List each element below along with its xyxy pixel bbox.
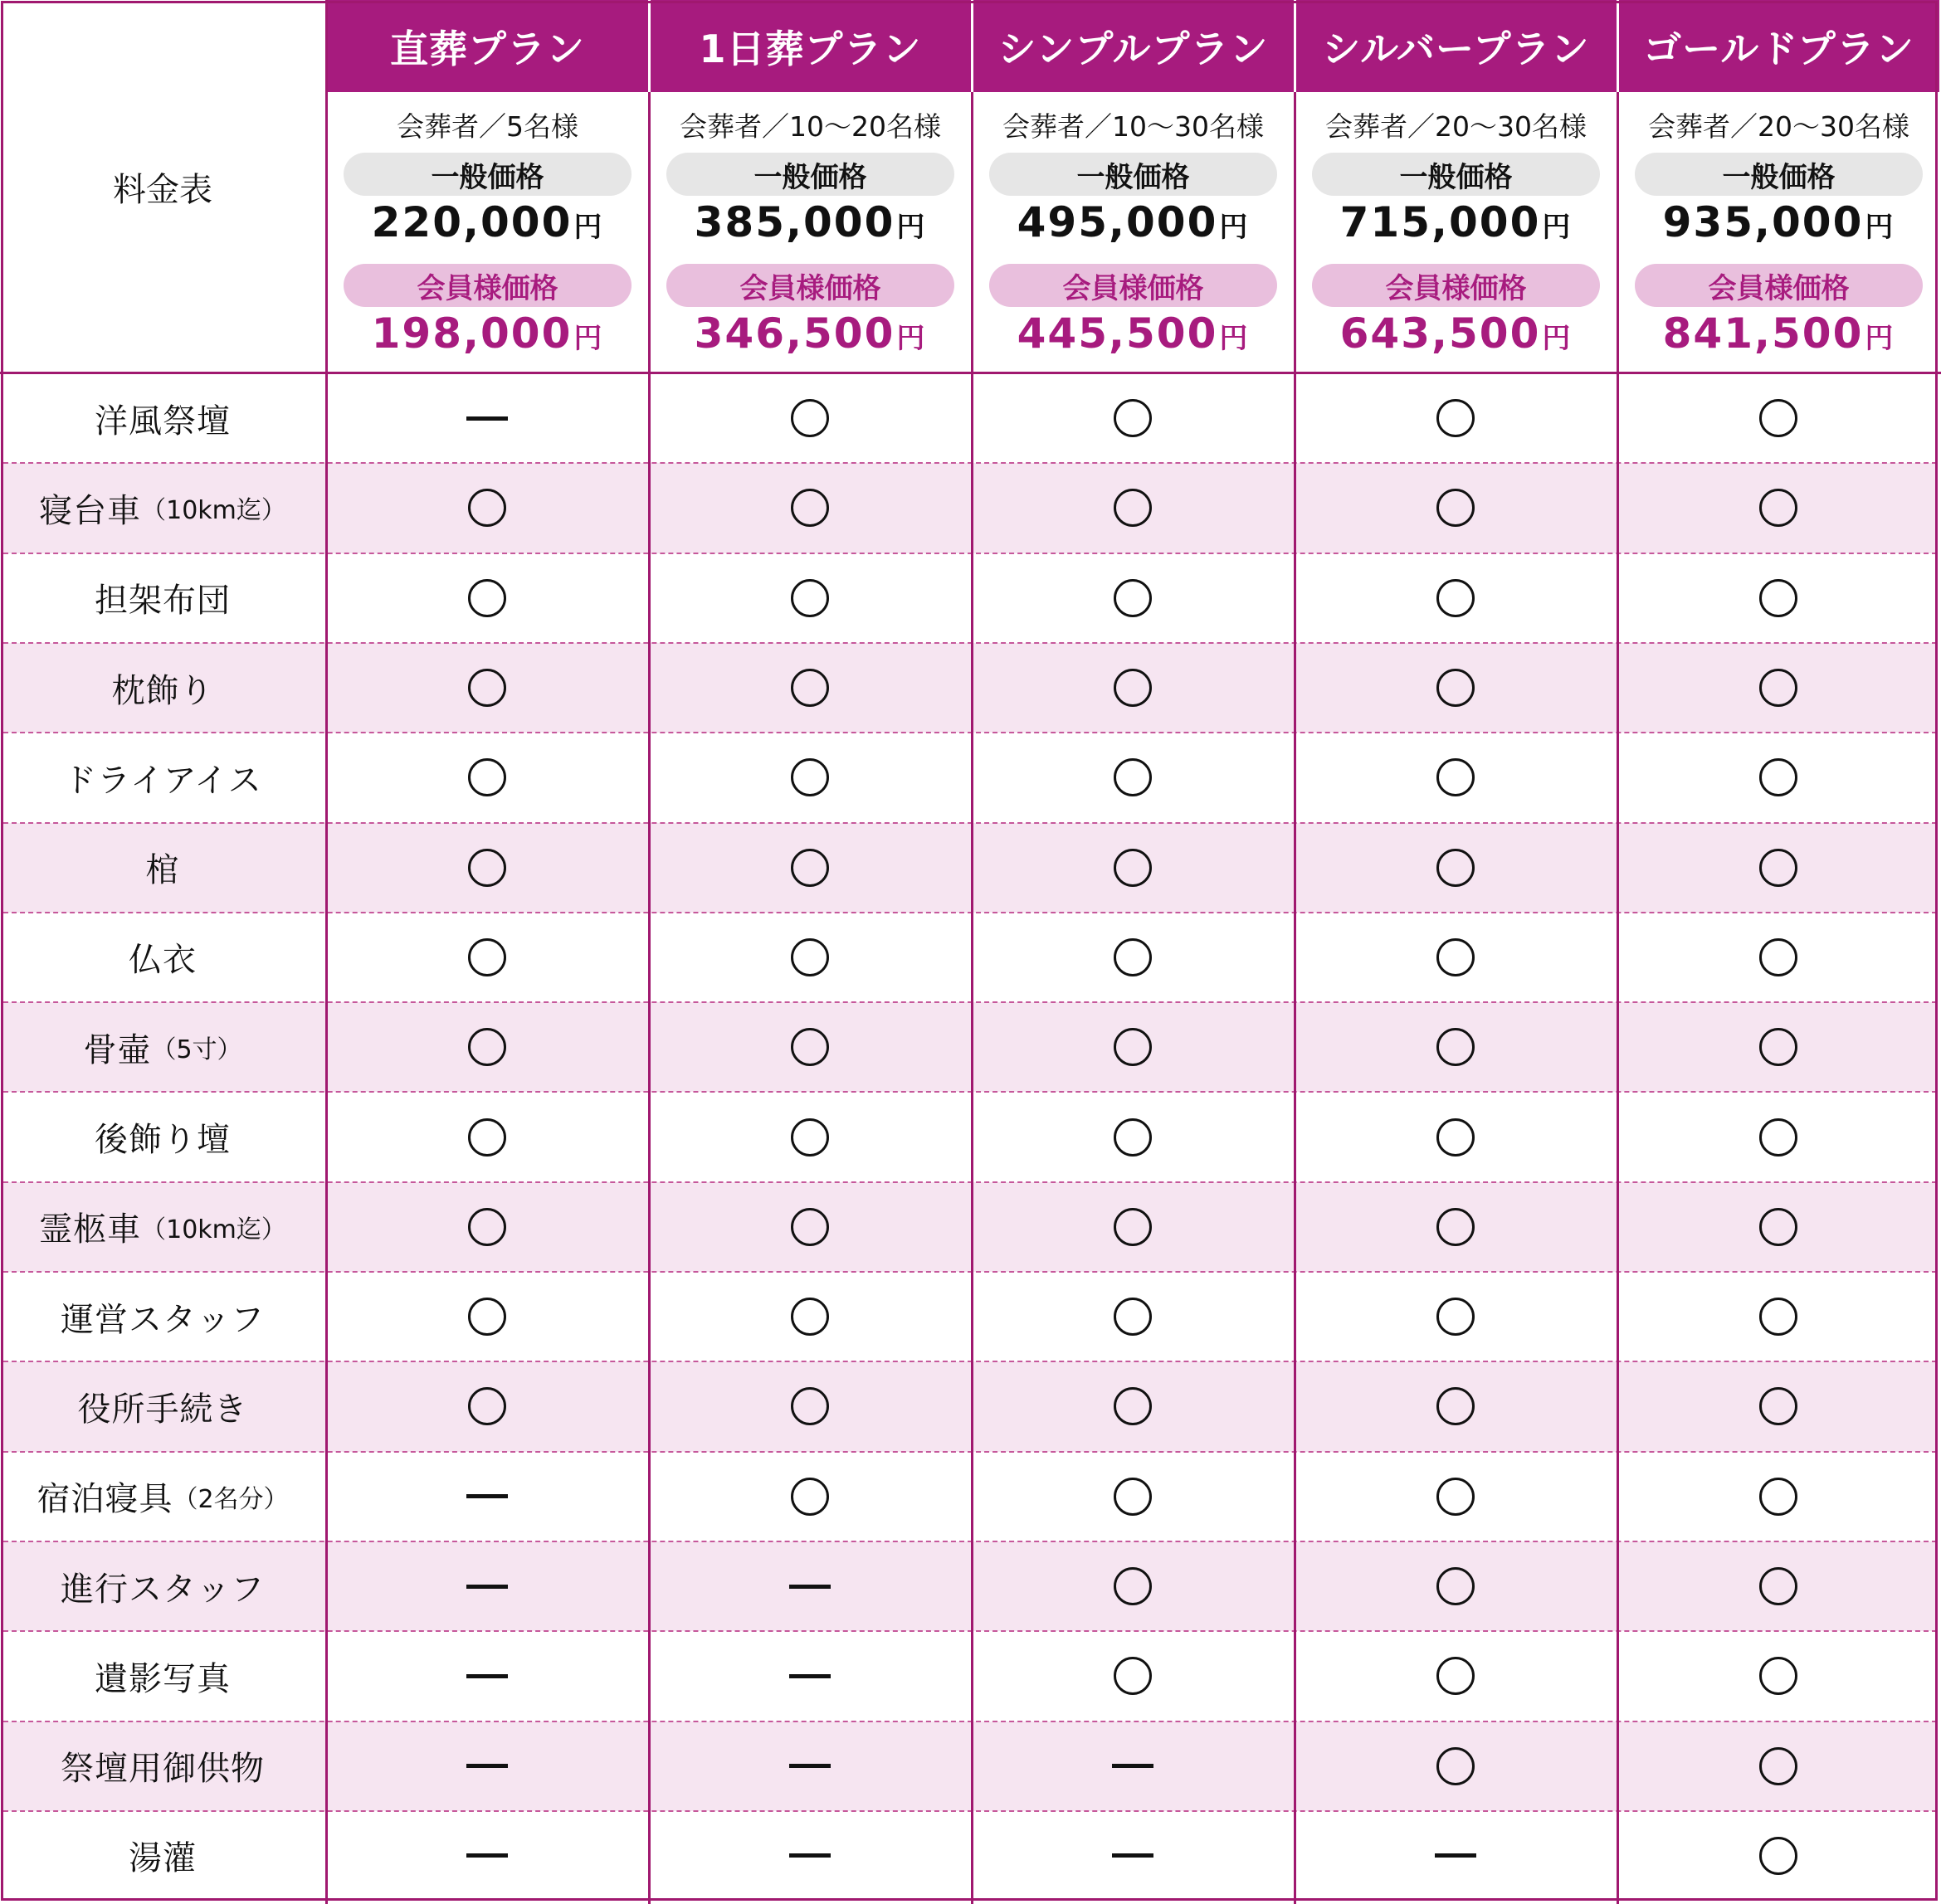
inclusion-cell [325,463,648,553]
member-price-label: 会員様価格 [1312,264,1600,307]
included-circle-icon [468,1028,506,1066]
inclusion-cell [971,373,1294,463]
yen-unit: 円 [573,322,604,355]
included-circle-icon [1759,1118,1797,1157]
plan-header-3: シンプルプラン [973,0,1294,92]
item-name: 役所手続き [77,1390,248,1429]
inclusion-cell [971,463,1294,553]
not-included-dash-icon [466,1764,508,1768]
included-circle-icon [1114,669,1152,707]
item-label [0,1452,325,1541]
general-price [973,198,1294,246]
included-circle-icon [1114,758,1152,796]
included-circle-icon [1759,399,1797,437]
general-price-value: 220,000 [371,198,573,246]
row-divider [3,1271,1937,1273]
item-note: （10km迄） [141,1215,286,1244]
included-circle-icon [1759,1567,1797,1605]
row-divider [3,1001,1937,1003]
inclusion-cell [1617,1452,1939,1541]
inclusion-cell [648,1361,971,1451]
included-circle-icon [1759,758,1797,796]
general-price-label: 一般価格 [1635,153,1923,196]
included-circle-icon [468,1298,506,1336]
included-circle-icon [1114,1208,1152,1246]
inclusion-cell [1294,1631,1617,1721]
included-circle-icon [791,1478,829,1516]
inclusion-cell [971,1182,1294,1272]
included-circle-icon [791,1208,829,1246]
header-separator [1617,0,1619,92]
included-circle-icon [1114,1478,1152,1516]
attendee-count: 会葬者／5名様 [397,110,578,143]
included-circle-icon [1114,849,1152,887]
included-circle-icon [1114,1567,1152,1605]
item-name: 担架布団 [95,582,231,621]
included-circle-icon [1114,399,1152,437]
plan-header-4: シルバープラン [1295,0,1617,92]
item-note: （2名分） [173,1484,289,1514]
inclusion-cell [1617,1361,1939,1451]
item-name: 運営スタッフ [61,1300,265,1339]
inclusion-cell [1617,1631,1939,1721]
yen-unit: 円 [896,211,927,244]
item-name: 後飾り壇 [95,1121,231,1160]
inclusion-cell [1294,643,1617,733]
included-circle-icon [1759,579,1797,617]
item-label [0,1002,325,1092]
included-circle-icon [1759,938,1797,976]
included-circle-icon [468,1387,506,1425]
item-label [0,823,325,913]
inclusion-cell [648,553,971,643]
inclusion-cell [648,1811,971,1901]
attendee-count: 会葬者／20～30名様 [1648,110,1909,143]
price-cell-3 [973,92,1294,373]
included-circle-icon [468,758,506,796]
included-circle-icon [1436,399,1475,437]
inclusion-cell [1294,553,1617,643]
inclusion-cell [971,823,1294,913]
inclusion-cell [325,1631,648,1721]
general-price-label: 一般価格 [989,153,1277,196]
row-divider [3,462,1937,464]
included-circle-icon [1759,1387,1797,1425]
inclusion-cell [648,643,971,733]
inclusion-cell [1617,1721,1939,1811]
row-divider [3,912,1937,913]
column-divider [971,92,973,1904]
included-circle-icon [1759,849,1797,887]
general-price-label: 一般価格 [666,153,954,196]
row-divider [3,1181,1937,1183]
included-circle-icon [468,489,506,527]
included-circle-icon [1436,1028,1475,1066]
included-circle-icon [1114,1298,1152,1336]
item-label [0,733,325,822]
included-circle-icon [468,1118,506,1157]
yen-unit: 円 [1219,211,1250,244]
inclusion-cell [971,1721,1294,1811]
item-name: 枕飾り [111,671,214,710]
inclusion-cell [325,1721,648,1811]
general-price [650,198,971,246]
attendee-count: 会葬者／10～30名様 [1002,110,1264,143]
included-circle-icon [1114,1387,1152,1425]
inclusion-cell [1294,823,1617,913]
item-name: 骨壷 [83,1030,152,1069]
row-divider [3,732,1937,733]
inclusion-cell [648,1721,971,1811]
item-name: 遺影写真 [95,1659,231,1698]
included-circle-icon [1114,1118,1152,1157]
inclusion-cell [325,373,648,463]
row-divider [3,1361,1937,1362]
item-label [0,1092,325,1181]
inclusion-cell [648,1541,971,1631]
included-circle-icon [1114,938,1152,976]
item-name: 仏衣 [129,941,197,980]
included-circle-icon [1759,1298,1797,1336]
included-circle-icon [1436,489,1475,527]
inclusion-cell [1294,1721,1617,1811]
inclusion-cell [648,1452,971,1541]
included-circle-icon [791,938,829,976]
column-divider [1617,92,1619,1904]
included-circle-icon [1436,579,1475,617]
item-label [0,1811,325,1901]
row-divider [3,1091,1937,1093]
inclusion-cell [325,823,648,913]
included-circle-icon [1436,1208,1475,1246]
item-note: （10km迄） [141,496,286,526]
not-included-dash-icon [789,1853,831,1858]
inclusion-cell [971,1811,1294,1901]
included-circle-icon [1436,1478,1475,1516]
attendee-count: 会葬者／10～20名様 [680,110,941,143]
item-label [0,913,325,1002]
not-included-dash-icon [466,1585,508,1589]
inclusion-cell [1617,1182,1939,1272]
inclusion-cell [1617,643,1939,733]
inclusion-cell [971,1361,1294,1451]
included-circle-icon [1114,489,1152,527]
not-included-dash-icon [466,1674,508,1678]
not-included-dash-icon [1112,1853,1153,1858]
item-name: 棺 [145,851,180,890]
general-price [327,198,648,246]
item-label [0,1361,325,1451]
row-divider [3,642,1937,644]
included-circle-icon [791,399,829,437]
row-divider [3,1451,1937,1453]
member-price-value: 841,500 [1662,309,1864,358]
member-price-value: 643,500 [1339,309,1541,358]
included-circle-icon [791,1298,829,1336]
inclusion-cell [971,1002,1294,1092]
inclusion-cell [971,733,1294,822]
included-circle-icon [1759,669,1797,707]
header-separator [1294,0,1296,92]
not-included-dash-icon [789,1585,831,1589]
inclusion-cell [648,1092,971,1181]
member-price [650,309,971,358]
item-name: ドライアイス [63,761,262,800]
row-divider [3,1810,1937,1812]
included-circle-icon [1436,1298,1475,1336]
item-name: 霊柩車 [39,1210,142,1249]
inclusion-cell [325,1182,648,1272]
general-price [1618,198,1939,246]
inclusion-cell [648,913,971,1002]
inclusion-cell [971,1272,1294,1361]
table-title: 料金表 [113,170,212,209]
included-circle-icon [791,758,829,796]
inclusion-cell [325,1361,648,1451]
inclusion-cell [971,1541,1294,1631]
inclusion-cell [648,1182,971,1272]
inclusion-cell [648,823,971,913]
inclusion-cell [971,553,1294,643]
item-name: 宿泊寝具 [37,1480,173,1519]
price-cell-5 [1618,92,1939,373]
inclusion-cell [325,1002,648,1092]
inclusion-cell [1294,1002,1617,1092]
included-circle-icon [791,1028,829,1066]
included-circle-icon [468,669,506,707]
member-price-value: 198,000 [371,309,573,358]
item-name: 寝台車 [39,491,142,530]
yen-unit: 円 [1865,211,1895,244]
included-circle-icon [468,1208,506,1246]
item-label [0,1631,325,1721]
general-price-label: 一般価格 [1312,153,1600,196]
inclusion-cell [1294,1272,1617,1361]
yen-unit: 円 [896,322,927,355]
item-name: 進行スタッフ [61,1570,265,1609]
included-circle-icon [1436,1567,1475,1605]
price-cell-4 [1295,92,1617,373]
inclusion-cell [648,1272,971,1361]
yen-unit: 円 [1542,211,1573,244]
inclusion-cell [325,913,648,1002]
inclusion-cell [325,733,648,822]
item-label [0,1182,325,1272]
included-circle-icon [468,849,506,887]
inclusion-cell [325,643,648,733]
inclusion-cell [325,1452,648,1541]
general-price-value: 385,000 [694,198,895,246]
inclusion-cell [971,1631,1294,1721]
inclusion-cell [1294,1541,1617,1631]
included-circle-icon [1436,1387,1475,1425]
member-price-value: 346,500 [694,309,895,358]
included-circle-icon [1759,1747,1797,1785]
item-note: （5寸） [151,1035,242,1065]
yen-unit: 円 [1542,322,1573,355]
not-included-dash-icon [1435,1853,1476,1858]
row-divider [3,1541,1937,1542]
included-circle-icon [1114,1657,1152,1695]
item-label [0,1272,325,1361]
plan-header-5: ゴールドプラン [1618,0,1939,92]
member-price-label: 会員様価格 [1635,264,1923,307]
not-included-dash-icon [789,1764,831,1768]
included-circle-icon [1759,489,1797,527]
included-circle-icon [1114,1028,1152,1066]
included-circle-icon [791,849,829,887]
inclusion-cell [648,733,971,822]
included-circle-icon [791,579,829,617]
included-circle-icon [791,669,829,707]
row-divider [3,822,1937,824]
column-divider [325,0,328,1904]
inclusion-cell [325,553,648,643]
included-circle-icon [1759,1837,1797,1875]
not-included-dash-icon [466,416,508,421]
item-name: 洋風祭壇 [95,402,231,441]
inclusion-cell [325,1092,648,1181]
member-price-label: 会員様価格 [666,264,954,307]
not-included-dash-icon [1112,1764,1153,1768]
included-circle-icon [1759,1657,1797,1695]
included-circle-icon [1436,1747,1475,1785]
plan-header-1: 直葬プラン [327,0,648,92]
included-circle-icon [1759,1208,1797,1246]
inclusion-cell [648,463,971,553]
inclusion-cell [1617,463,1939,553]
column-divider [648,92,651,1904]
included-circle-icon [1759,1028,1797,1066]
member-price-label: 会員様価格 [989,264,1277,307]
included-circle-icon [1436,1118,1475,1157]
plan-header-2: 1日葬プラン [650,0,971,92]
item-name: 湯灌 [129,1839,197,1878]
inclusion-cell [1294,1811,1617,1901]
member-price [327,309,648,358]
inclusion-cell [971,643,1294,733]
inclusion-cell [1294,1182,1617,1272]
inclusion-cell [1294,733,1617,822]
inclusion-cell [1294,1361,1617,1451]
item-label [0,553,325,643]
included-circle-icon [1114,579,1152,617]
inclusion-cell [1617,1811,1939,1901]
member-price-label: 会員様価格 [344,264,632,307]
attendee-count: 会葬者／20～30名様 [1325,110,1587,143]
not-included-dash-icon [466,1494,508,1498]
inclusion-cell [1617,1541,1939,1631]
inclusion-cell [1617,373,1939,463]
general-price-value: 935,000 [1662,198,1864,246]
included-circle-icon [1436,758,1475,796]
inclusion-cell [1294,913,1617,1002]
included-circle-icon [1436,938,1475,976]
inclusion-cell [1617,1092,1939,1181]
inclusion-cell [325,1541,648,1631]
row-divider [3,553,1937,554]
included-circle-icon [791,1118,829,1157]
inclusion-cell [1294,1092,1617,1181]
inclusion-cell [1294,463,1617,553]
inclusion-cell [648,373,971,463]
inclusion-cell [325,1272,648,1361]
inclusion-cell [1617,1272,1939,1361]
included-circle-icon [1759,1478,1797,1516]
included-circle-icon [468,938,506,976]
member-price [1295,309,1617,358]
column-divider [1294,92,1296,1904]
yen-unit: 円 [1865,322,1895,355]
general-price-value: 495,000 [1017,198,1218,246]
inclusion-cell [1617,733,1939,822]
inclusion-cell [971,1092,1294,1181]
inclusion-cell [1617,913,1939,1002]
inclusion-cell [325,1811,648,1901]
item-label [0,1721,325,1811]
inclusion-cell [1617,553,1939,643]
yen-unit: 円 [573,211,604,244]
member-price [1618,309,1939,358]
included-circle-icon [1436,669,1475,707]
general-price-label: 一般価格 [344,153,632,196]
row-divider [3,1630,1937,1632]
item-label [0,643,325,733]
inclusion-cell [971,913,1294,1002]
header-separator [971,0,973,92]
yen-unit: 円 [1219,322,1250,355]
price-cell-2 [650,92,971,373]
inclusion-cell [971,1452,1294,1541]
general-price-value: 715,000 [1339,198,1541,246]
not-included-dash-icon [789,1674,831,1678]
row-divider [3,1721,1937,1722]
header-separator [648,0,651,92]
member-price [973,309,1294,358]
inclusion-cell [648,1631,971,1721]
included-circle-icon [791,489,829,527]
included-circle-icon [1436,1657,1475,1695]
inclusion-cell [648,1002,971,1092]
general-price [1295,198,1617,246]
inclusion-cell [1617,1002,1939,1092]
member-price-value: 445,500 [1017,309,1218,358]
item-label [0,463,325,553]
inclusion-cell [1294,373,1617,463]
item-name: 祭壇用御供物 [61,1750,265,1789]
item-label [0,1541,325,1631]
included-circle-icon [1436,849,1475,887]
inclusion-cell [1294,1452,1617,1541]
included-circle-icon [468,579,506,617]
not-included-dash-icon [466,1853,508,1858]
item-label [0,373,325,463]
included-circle-icon [791,1387,829,1425]
price-cell-1 [327,92,648,373]
inclusion-cell [1617,823,1939,913]
